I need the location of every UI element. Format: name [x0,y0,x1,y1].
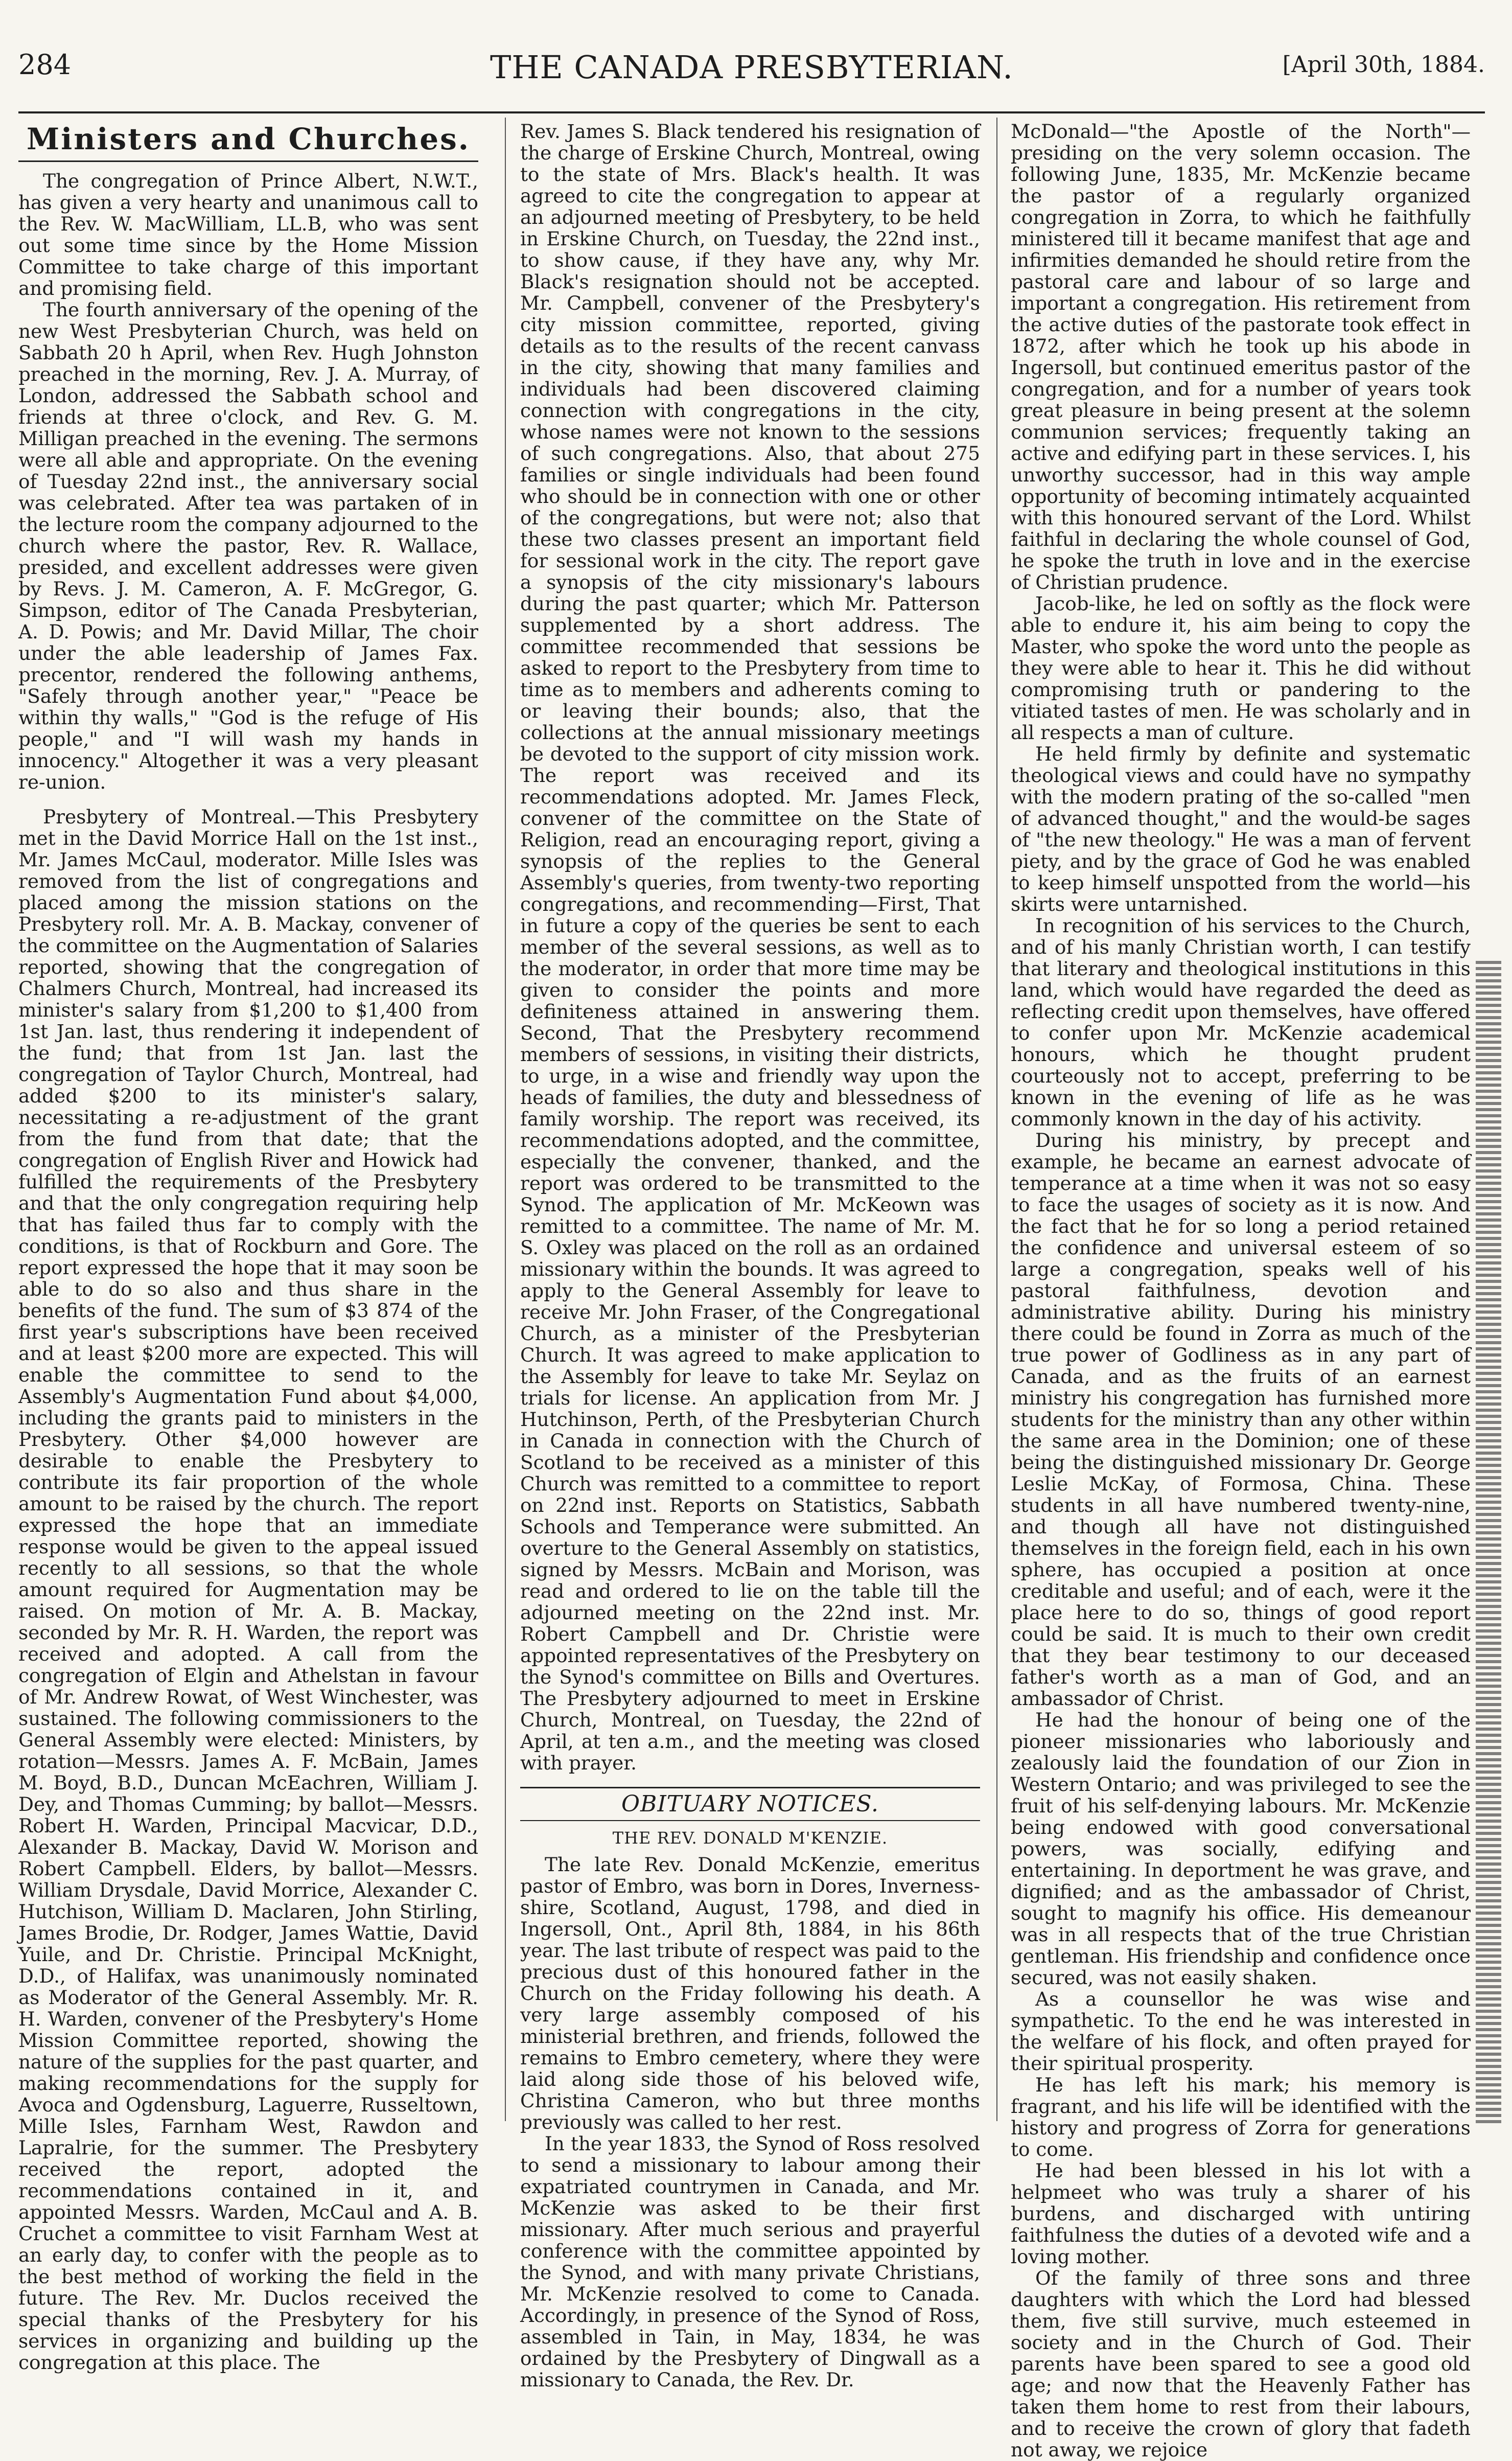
header-rule [18,111,1485,113]
article-paragraph: The congregation of Prince Albert, N.W.T., has given a very hearty and unanimous call to the Rev. W. MacWilliam, LL.B, who was sent out some time since by the Home Mission Committee to take charge of this important and promising field. [18,170,478,300]
obituary-paragraph: He has left his mark; his memory is fragrant, and his life will be identified with the history and progress of Zorra for generations to come. [1011,2074,1471,2160]
article-paragraph: Presbytery of Montreal.—This Presbytery met in the David Morrice Hall on the 1st inst., Mr. James McCaul, moderator. Mille Isles was removed from the list of congregations and placed among the mission stations on the Presbytery roll. Mr. A. B. Mackay, convener of the committee on the Augmentation of Salaries reported, showing that the congregation of Chalmers Church, Montreal, had increased its minister's salary from $1,200 to $1,400 from 1st Jan. last, thus rendering it independent of the fund; that from 1st Jan. last the congregation of Taylor Church, Montreal, had added $200 to its minister's salary, necessitating a re-adjustment of the grant from the fund from that date; that the congregation of English River and Howick had fulfilled the requirements of the Presbytery and that the only congregation requiring help that has failed thus far to comply with the conditions, is that of Rockburn and Gore. The report expressed the hope that it may soon be able to do so also and thus share in the benefits of the fund. The sum of $3 874 of the first year's subscriptions have been received and at least $200 more are expected. This will enable the committee to send to the Assembly's Augmentation Fund about $4,000, including the grants paid to ministers in the Presbytery. Other $4,000 however are desirable to enable the Presbytery to contribute its fair proportion of the whole amount to be raised by the church. The report expressed the hope that an immediate response would be given to the appeal issued recently to all sessions, so that the whole amount required for Augmentation may be raised. On motion of Mr. A. B. Mackay, seconded by Mr. R. H. Warden, the report was received and adopted. A call from the congregation of Elgin and Athelstan in favour of Mr. Andrew Rowat, of West Winchester, was sustained. The following commissioners to the General Assembly were elected: Ministers, by rotation—Messrs. James A. F. McBain, James M. Boyd, B.D., Duncan McEachren, William J. Dey, and Thomas Cumming; by ballot—Messrs. Robert H. Warden, Principal Macvicar, D.D., Alexander B. Mackay, David W. Morison and Robert Campbell. Elders, by ballot—Messrs. William Drysdale, David Morrice, Alexander C. Hutchison, William D. Maclaren, John Stirling, James Brodie, Dr. Rodger, James Wattie, David Yuile, and Dr. Christie. Principal McKnight, D.D., of Halifax, was unanimously nominated as Moderator of the General Assembly. Mr. R. H. Warden, convener of the Presbytery's Home Mission Committee reported, showing the nature of the supplies for the past quarter, and making recommendations for the supply for Avoca and Ogdensburg, Laguerre, Russeltown, Mille Isles, Farnham West, Rawdon and Lapralrie, for the summer. The Presbytery received the report, adopted the recommendations contained in it, and appointed Messrs. Warden, McCaul and A. B. Cruchet a committee to visit Farnham West at an early day, to confer with the people as to the best method of working the field in the future. The Rev. Mr. Duclos received the special thanks of the Presbytery for his services in organizing and building up the congregation at this place. The [18,806,478,2374]
issue-date: [April 30th, 1884. [1282,52,1485,78]
obituary-paragraph: He held firmly by definite and systematic theological views and could have no sympathy with the modern prating of the so-called "men of advanced thought," and the would-be sages of "the new theology." He was a man of fervent piety, and by the grace of God he was enabled to keep himself unspotted from the world—his skirts were untarnished. [1011,743,1471,915]
obituary-paragraph: As a counsellor he was wise and sympathetic. To the end he was interested in the welfare of his flock, and often prayed for their spiritual prosperity. [1011,1988,1471,2075]
obituary-paragraph: Of the family of three sons and three daughters with which the Lord had blessed them, five still survive, much esteemed in society and in the Church of God. Their parents have been spared to see a good old age; and now that the Heavenly Father has taken them home to rest from their labours, and to receive the crown of glory that fadeth not away, we rejoice [1011,2267,1471,2461]
obituary-paragraph: He had been blessed in his lot with a helpmeet who was truly a sharer of his burdens, and discharged with untiring faithfulness the duties of a devoted wife and a loving mother. [1011,2159,1471,2268]
obituary-subheading: THE REV. DONALD M'KENZIE. [612,1828,888,1848]
obituary-paragraph: McDonald—"the Apostle of the North"—presiding on the very solemn occasion. The following June, 1835, Mr. McKenzie became the pastor of a regularly organized congregation in Zorra, to which he faithfully ministered till it became manifest that age and infirmities demanded he should retire from the pastoral care and labour of so large and important a congregation. His retirement from the active duties of the pastorate took effect in 1872, after which he took up his abode in Ingersoll, but continued emeritus pastor of the congregation, and for a number of years took great pleasure in being present at the solemn communion services; frequently taking an active and edifying part in these services. I, his unworthy successor, had in this way ample opportunity of becoming intimately acquainted with this honoured servant of the Lord. Whilst faithful in declaring the whole counsel of God, he spoke the truth in love and in the exercise of Christian prudence. [1011,120,1471,593]
article-paragraph: Rev. James S. Black tendered his resignation of the charge of Erskine Church, Montreal, owing to the state of Mrs. Black's health. It was agreed to cite the congregation to appear at an adjourned meeting of Presbytery, to be held in Erskine Church, on Tuesday, the 22nd inst., to show cause, if they have any, why Mr. Black's resignation should not be accepted. Mr. Campbell, convener of the Presbytery's city mission committee, reported, giving details as to the results of the recent canvass in the city, showing that many families and individuals had been discovered claiming connection with congregations in the city, whose names were not known to the sessions of such congregations. Also, that about 275 families or single individuals had been found who should be in connection with one or other of the congregations, but were not; also that these two classes present an important field for sessional work in the city. The report gave a synopsis of the city missionary's labours during the past quarter; which Mr. Patterson supplemented by a short address. The committee recommended that sessions be asked to report to the Presbytery from time to time as to members and adherents coming to or leaving their bounds; also, that the collections at the annual missionary meetings be devoted to the support of city mission work. The report was received and its recommendations adopted. Mr. James Fleck, convener of the committee on the State of Religion, read an encouraging report, giving a synopsis of the replies to the General Assembly's queries, from twenty-two reporting congregations, and recommending—First, That in future a copy of the queries be sent to each member of the several sessions, as well as to the moderator, in order that more time may be given to consider the points and more definiteness attained in answering them. Second, That the Presbytery recommend members of sessions, in visiting their districts, to urge, in a wise and friendly way upon the heads of families, the duty and blessedness of family worship. The report was received, its recommendations adopted, and the committee, especially the convener, thanked, and the report was ordered to be transmitted to the Synod. The application of Mr. McKeown was remitted to a committee. The name of Mr. M. S. Oxley was placed on the roll as an ordained missionary within the bounds. It was agreed to apply to the General Assembly for leave to receive Mr. John Fraser, of the Congregational Church, as a minister of the Presbyterian Church. It was agreed to make application to the Assembly for leave to take Mr. Seylaz on trials for license. An application from Mr. J Hutchinson, Perth, of the Presbyterian Church in Canada in connection with the Church of Scotland to be received as a minister of this Church was remitted to a committee to report on 22nd inst. Reports on Statistics, Sabbath Schools and Temperance were submitted. An overture to the General Assembly on statistics, signed by Messrs. McBain and Morison, was read and ordered to lie on the table till the adjourned meeting on the 22nd inst. Mr. Robert Campbell and Dr. Christie were appointed representatives of the Presbytery on the Synod's committee on Bills and Overtures. The Presbytery adjourned to meet in Erskine Church, Montreal, on Tuesday, the 22nd of April, at ten a.m., and the meeting was closed with prayer. [520,120,980,1774]
page-header [18,49,1485,100]
column-2 [520,120,980,2391]
obituary-paragraph: He had the honour of being one of the pioneer missionaries who laboriously and zealously laid the foundation of our Zion in Western Ontario; and was privileged to see the fruit of his self-denying labours. Mr. McKenzie being endowed with good conversational powers, was socially, edifying and entertaining. In deportment he was grave, and dignified; and as the ambassador of Christ, sought to magnify his office. His demeanour was in all respects that of the true Christian gentleman. His friendship and confidence once secured, was not easily shaken. [1011,1709,1471,1989]
column-divider [996,118,997,2121]
obituary-paragraph: The late Rev. Donald McKenzie, emeritus pastor of Embro, was born in Dores, Inverness-shire, Scotland, August, 1798, and died in Ingersoll, Ont., April 8th, 1884, in his 86th year. The last tribute of respect was paid to the precious dust of this honoured father in the Church on the Friday following his death. A very large assembly composed of his ministerial brethren, and friends, followed the remains to Embro cemetery, where they were laid along side those of his beloved wife, Christina Cameron, who but three months previously was called to her rest. [520,1853,980,2133]
section-rule [18,160,478,162]
obituary-paragraph: During his ministry, by precept and example, he became an earnest advocate of temperance at a time when it was not so easy to face the usages of society as it is now. And the fact that he for so long a period retained the confidence and universal esteem of so large a congregation, speaks well of his pastoral faithfulness, devotion and administrative ability. During his ministry there could be found in Zorra as much of the true power of Godliness as in any part of Canada, and as the fruits of an earnest ministry his congregation has furnished more students for the ministry than any other within the same area in the Dominion; one of these being the distinguished missionary Dr. George Leslie McKay, of Formosa, China. These students in all have numbered twenty-nine, and though all have not distinguished themselves in the foreign field, each in his own sphere, has occupied a position at once creditable and useful; and of each, were it the place here to do so, things of good report could be said. It is much to their own credit that they bear testimony to our deceased father's worth as a man of God, and an ambassador of Christ. [1011,1129,1471,1710]
page-edge-bleedthrough [1476,961,1501,2126]
column-1 [18,121,478,2374]
column-divider [505,118,506,2121]
page-number: 284 [18,49,72,81]
column-3 [1011,120,1471,2461]
article-paragraph: The fourth anniversary of the opening of the new West Presbyterian Church, was held on Sabbath 20 h April, when Rev. Hugh Johnston preached in the morning, Rev. J. A. Murray, of London, addressed the Sabbath school and friends at three o'clock, and Rev. G. M. Milligan preached in the evening. The sermons were all able and appropriate. On the evening of Tuesday 22nd inst., the anniversary social was celebrated. After tea was partaken of in the lecture room the company adjourned to the church where the pastor, Rev. R. Wallace, presided, and excellent addresses were given by Revs. J. M. Cameron, A. F. McGregor, G. Simpson, editor of The Canada Presbyterian, A. D. Powis; and Mr. David Millar, The choir under the able leadership of James Fax. precentor, rendered the following anthems, "Safely through another year," "Peace be within thy walls," "God is the refuge of His people," and "I will wash my hands in innocency." Altogether it was a very pleasant re-union. [18,298,478,793]
newspaper-title: THE CANADA PRESBYTERIAN. [490,49,1013,86]
obituary-paragraph: In the year 1833, the Synod of Ross resolved to send a missionary to labour among their expatriated countrymen in Canada, and Mr. McKenzie was asked to be their first missionary. After much serious and prayerful conference with the committee appointed by the Synod, and with many private Christians, Mr. McKenzie resolved to come to Canada. Accordingly, in presence of the Synod of Ross, assembled in Tain, in May, 1834, he was ordained by the Presbytery of Dingwall as a missionary to Canada, the Rev. Dr. [520,2132,980,2391]
obituary-paragraph: In recognition of his services to the Church, and of his manly Christian worth, I can testify that literary and theological institutions in this land, which would have regarded the deed as reflecting credit upon themselves, have offered to confer upon Mr. McKenzie academical honours, which he thought prudent courteously not to accept, preferring to be known in the evening of life as he was commonly known in the day of his activity. [1011,914,1471,1130]
obituary-heading: OBITUARY NOTICES. [520,1787,980,1821]
section-title: Ministers and Churches. [27,122,470,156]
obituary-paragraph: Jacob-like, he led on softly as the flock were able to endure it, his aim being to copy the Master, who spoke the word unto the people as they were able to hear it. This he did without compromising truth or pandering to the vitiated tastes of men. He was scholarly and in all respects a man of culture. [1011,592,1471,744]
